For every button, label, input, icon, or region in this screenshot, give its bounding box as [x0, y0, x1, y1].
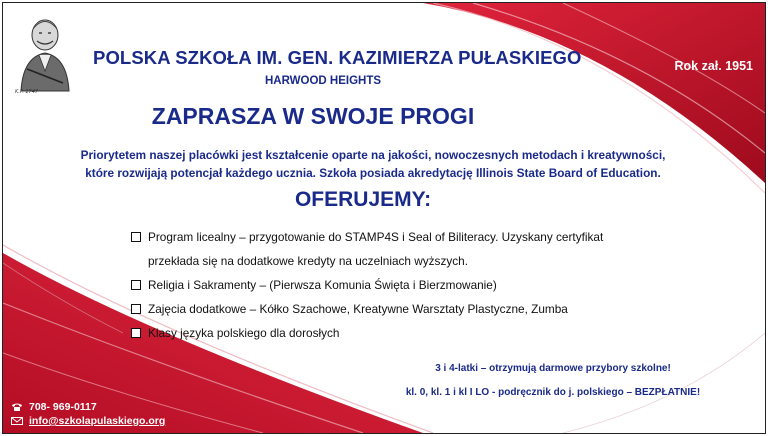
checkbox-bullet-icon [131, 328, 141, 338]
envelope-icon [11, 416, 23, 426]
contact-info [11, 400, 165, 428]
phone-icon [11, 402, 23, 412]
offer-item-text: Religia i Sakramenty – (Pierwsza Komunia Święta i Bierzmowanie) [148, 278, 497, 292]
pulaski-portrait [13, 11, 77, 95]
checkbox-bullet-icon [131, 232, 141, 242]
phone-number: 708- 969-0117 [29, 401, 97, 413]
offer-item-text: Zajęcia dodatkowe – Kółko Szachowe, Kreatywne Warsztaty Plastyczne, Zumba [148, 302, 568, 316]
email-link[interactable]: info@szkolapulaskiego.org [29, 415, 166, 427]
checkbox-bullet-icon [131, 304, 141, 314]
offer-item-text: Klasy języka polskiego dla dorosłych [148, 326, 340, 340]
intro-line: Priorytetem naszej placówki jest kształcenie oparte na jakości, nowoczesnych metodach i kreatywności, [80, 148, 666, 162]
checkbox-bullet-icon [131, 280, 141, 290]
headline: ZAPRASZA W SWOJE PROGI [151, 103, 475, 129]
intro-line: które rozwijają potencjał każdego ucznia. Szkoła posiada akredytację Illinois State Board of Education. [85, 166, 661, 180]
offer-item-religion [131, 273, 671, 297]
flyer [2, 2, 766, 434]
intro-paragraph [43, 146, 703, 182]
free-textbook-note: kl. 0, kl. 1 i kl I LO - podręcznik do j. polskiego – BEZPŁATNIE! [405, 387, 701, 398]
svg-text:K.P. 1747: K.P. 1747 [15, 89, 39, 95]
offer-item-adult-classes [131, 321, 671, 345]
offer-item-text-continued: przekłada się na dodatkowe kredyty na uczelniach wyższych. [148, 254, 468, 268]
school-name: POLSKA SZKOŁA IM. GEN. KAZIMIERZA PUŁASKIEGO [93, 47, 582, 68]
founded-year: Rok zał. 1951 [674, 59, 753, 73]
offer-item-high-school [131, 225, 671, 273]
offer-item-text: Program licealny – przygotowanie do STAMP4S i Seal of Biliteracy. Uzyskany certyfikat [148, 230, 604, 244]
contact-email[interactable] [11, 414, 165, 428]
offer-list [131, 225, 671, 345]
offer-title: OFERUJEMY: [294, 188, 432, 211]
offer-item-extracurricular [131, 297, 671, 321]
free-supplies-note: 3 i 4-latki – otrzymują darmowe przybory szkolne! [435, 363, 671, 374]
contact-phone[interactable] [11, 400, 165, 414]
school-city: HARWOOD HEIGHTS [264, 75, 382, 87]
